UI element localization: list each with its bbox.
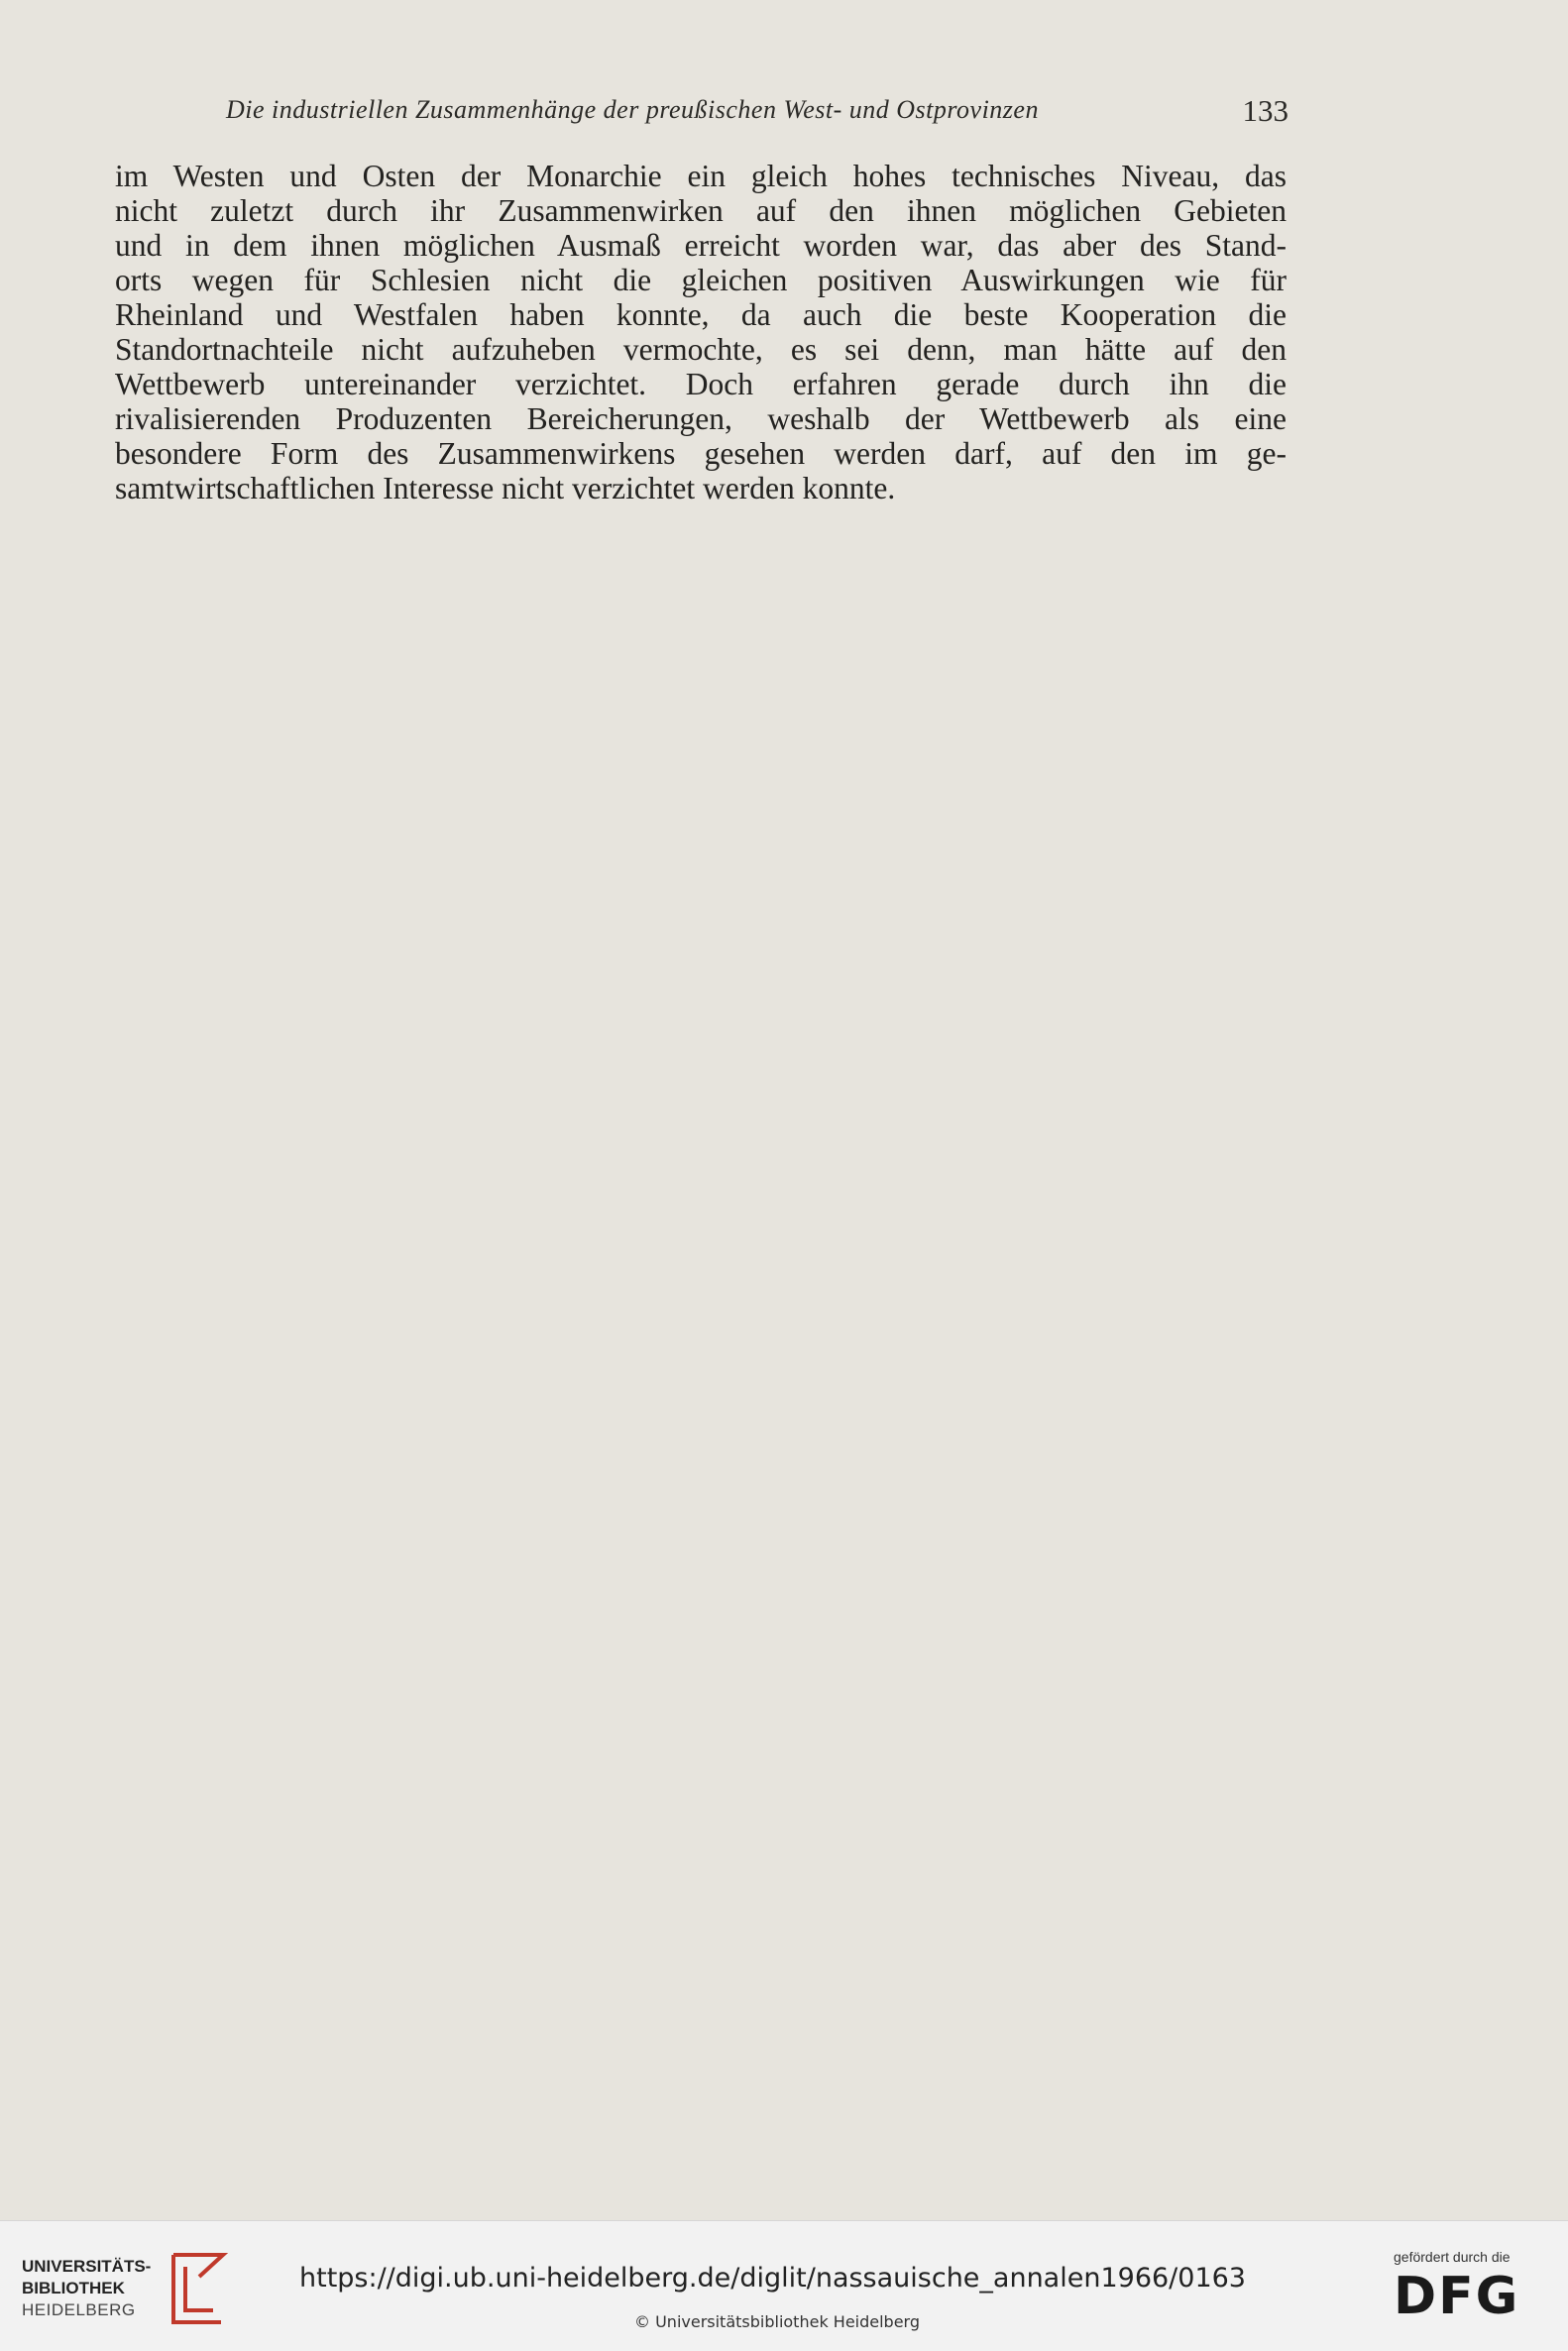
copyright-notice: © Universitätsbibliothek Heidelberg [634, 2312, 921, 2331]
text-line: Standortnachteile nicht aufzuheben vermochte, es sei denn, man hätte auf den [115, 332, 1287, 367]
running-title: Die industriellen Zusammenhänge der preußischen West- und Ostprovinzen [226, 95, 1039, 124]
viewer-footer [0, 2220, 1568, 2351]
permalink-url[interactable]: https://digi.ub.uni-heidelberg.de/diglit/nassauische_annalen1966/0163 [299, 2263, 1246, 2294]
running-head [114, 95, 1288, 135]
dfg-logo: DFG [1394, 2267, 1520, 2326]
page-number: 133 [1242, 93, 1288, 128]
text-line: und in dem ihnen möglichen Ausmaß erreicht worden war, das aber des Stand- [115, 228, 1287, 263]
body-paragraph [115, 159, 1287, 505]
library-logo[interactable] [22, 2249, 230, 2328]
library-logo-line2: BIBLIOTHEK [22, 2279, 125, 2297]
library-logo-line3: HEIDELBERG [22, 2300, 136, 2319]
library-mark-icon [156, 2249, 230, 2328]
library-logo-line1: UNIVERSITÄTS- [22, 2257, 152, 2276]
text-line: samtwirtschaftlichen Interesse nicht verzichtet werden konnte. [115, 471, 896, 505]
text-line: nicht zuletzt durch ihr Zusammenwirken auf den ihnen möglichen Gebieten [115, 193, 1287, 228]
text-line: Wettbewerb untereinander verzichtet. Doch erfahren gerade durch ihn die [115, 367, 1287, 401]
text-line: im Westen und Osten der Monarchie ein gleich hohes technisches Niveau, das [115, 159, 1287, 193]
text-line: Rheinland und Westfalen haben konnte, da auch die beste Kooperation die [115, 297, 1287, 332]
text-line: orts wegen für Schlesien nicht die gleichen positiven Auswirkungen wie für [115, 263, 1287, 297]
text-line: rivalisierenden Produzenten Bereicherungen, weshalb der Wettbewerb als eine [115, 401, 1287, 436]
text-line: besondere Form des Zusammenwirkens gesehen werden darf, auf den im ge- [115, 436, 1287, 471]
funding-caption: gefördert durch die [1394, 2249, 1511, 2265]
funding-block[interactable] [1388, 2249, 1546, 2328]
